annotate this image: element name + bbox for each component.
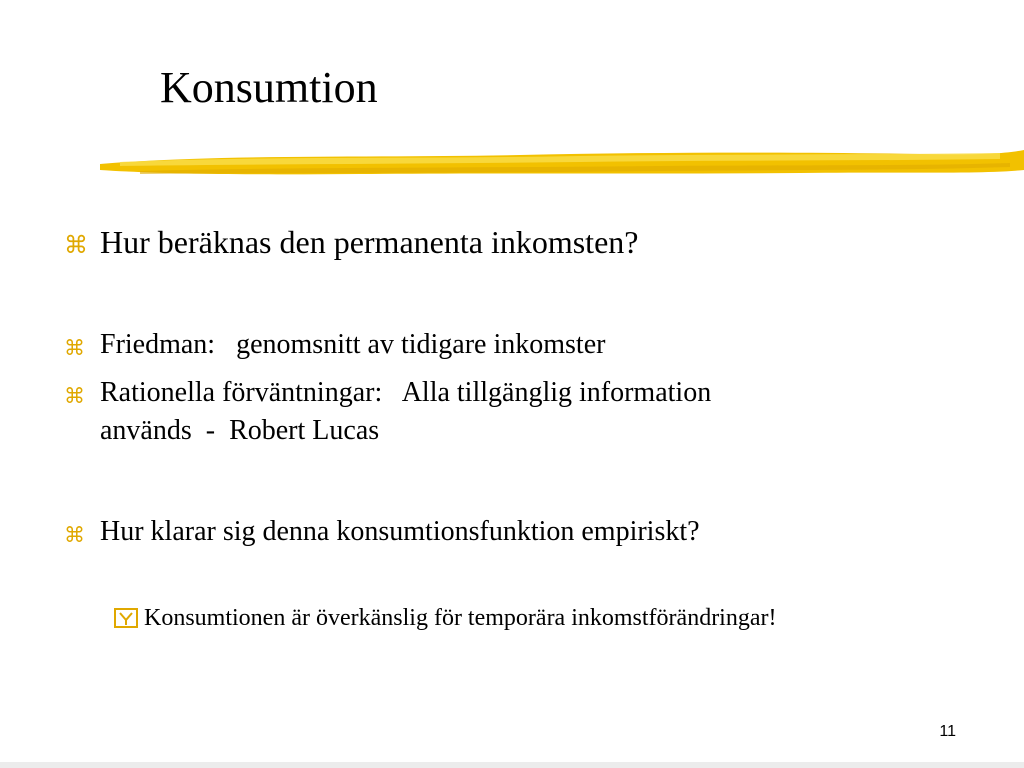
bullet-text: Hur klarar sig denna konsumtionsfunktion empiriskt? bbox=[100, 516, 700, 547]
bullet-permanent-income bbox=[64, 222, 638, 265]
slide-title: Konsumtion bbox=[160, 63, 378, 112]
bullet-empirical bbox=[64, 513, 700, 554]
checkbox-y-icon bbox=[114, 602, 144, 628]
bullet-text: Hur beräknas den permanenta inkomsten? bbox=[100, 224, 639, 260]
bottom-divider bbox=[0, 762, 1024, 768]
page-number: 11 bbox=[939, 723, 956, 740]
sub-bullet-oversensitive bbox=[114, 602, 776, 634]
command-key-icon: ⌘ bbox=[64, 384, 85, 408]
bullet-text: Friedman: genomsnitt av tidigare inkomster bbox=[100, 329, 606, 360]
bullet-text: Rationella förväntningar: Alla tillgänglig information används - Robert Lucas bbox=[100, 377, 712, 446]
bullet-text: Konsumtionen är överkänslig för temporära inkomstförändringar! bbox=[144, 605, 777, 631]
title-brush-stroke bbox=[100, 140, 1024, 188]
command-key-icon: ⌘ bbox=[64, 336, 85, 360]
bullet-friedman bbox=[64, 326, 605, 367]
command-key-icon: ⌘ bbox=[64, 231, 88, 259]
bullet-rational-expectations bbox=[64, 374, 924, 450]
command-key-icon: ⌘ bbox=[64, 523, 85, 547]
